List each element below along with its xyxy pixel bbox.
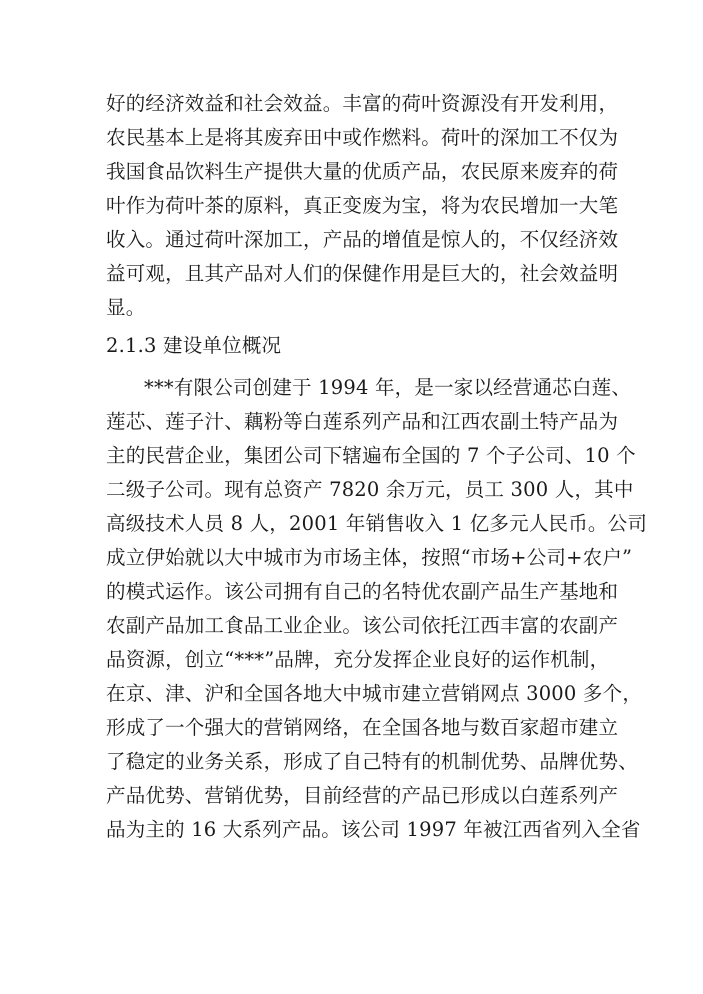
paragraph1-line: 收入。通过荷叶深加工，产品的增值是惊人的，不仅经济效 — [106, 228, 619, 251]
paragraph2-line: 了稳定的业务关系，形成了自己特有的机制优势、品牌优势、 — [106, 750, 638, 773]
paragraph2-line: 品资源，创立“***”品牌，充分发挥企业良好的运作机制， — [106, 648, 610, 671]
paragraph2-line: 成立伊始就以大中城市为市场主体，按照“市场+公司+农户” — [106, 546, 633, 569]
paragraph2-line: 农副产品加工食品工业企业。该公司依托江西丰富的农副产 — [106, 614, 619, 637]
paragraph2-line: 品为主的 16 大系列产品。该公司 1997 年被江西省列入全省 — [106, 818, 641, 841]
paragraph1-line: 叶作为荷叶茶的原料，真正变废为宝，将为农民增加一大笔 — [106, 194, 619, 217]
paragraph2-line: 产品优势、营销优势，目前经营的产品已形成以白莲系列产 — [106, 784, 619, 807]
section-heading: 2.1.3 建设单位概况 — [106, 334, 282, 357]
paragraph1-line: 农民基本上是将其废弃田中或作燃料。荷叶的深加工不仅为 — [106, 126, 619, 149]
paragraph2-line: 在京、津、沪和全国各地大中城市建立营销网点 3000 多个， — [106, 682, 643, 705]
paragraph2-line: 莲芯、莲子汁、藕粉等白莲系列产品和江西农副土特产品为 — [106, 410, 619, 433]
paragraph2-line: ***有限公司创建于 1994 年，是一家以经营通芯白莲、 — [144, 376, 632, 399]
paragraph2-line: 高级技术人员 8 人，2001 年销售收入 1 亿多元人民币。公司 — [106, 512, 648, 535]
paragraph2-line: 主的民营企业，集团公司下辖遍布全国的 7 个子公司、10 个 — [106, 444, 636, 467]
paragraph1-line: 好的经济效益和社会效益。丰富的荷叶资源没有开发利用， — [106, 92, 619, 115]
paragraph1-line: 显。 — [106, 296, 146, 319]
paragraph1-line: 我国食品饮料生产提供大量的优质产品，农民原来废弃的荷 — [106, 160, 619, 183]
paragraph1-line: 益可观，且其产品对人们的保健作用是巨大的，社会效益明 — [106, 262, 619, 285]
paragraph2-line: 形成了一个强大的营销网络，在全国各地与数百家超市建立 — [106, 716, 619, 739]
paragraph2-line: 的模式运作。该公司拥有自己的名特优农副产品生产基地和 — [106, 580, 619, 603]
paragraph2-line: 二级子公司。现有总资产 7820 余万元，员工 300 人，其中 — [106, 478, 634, 501]
